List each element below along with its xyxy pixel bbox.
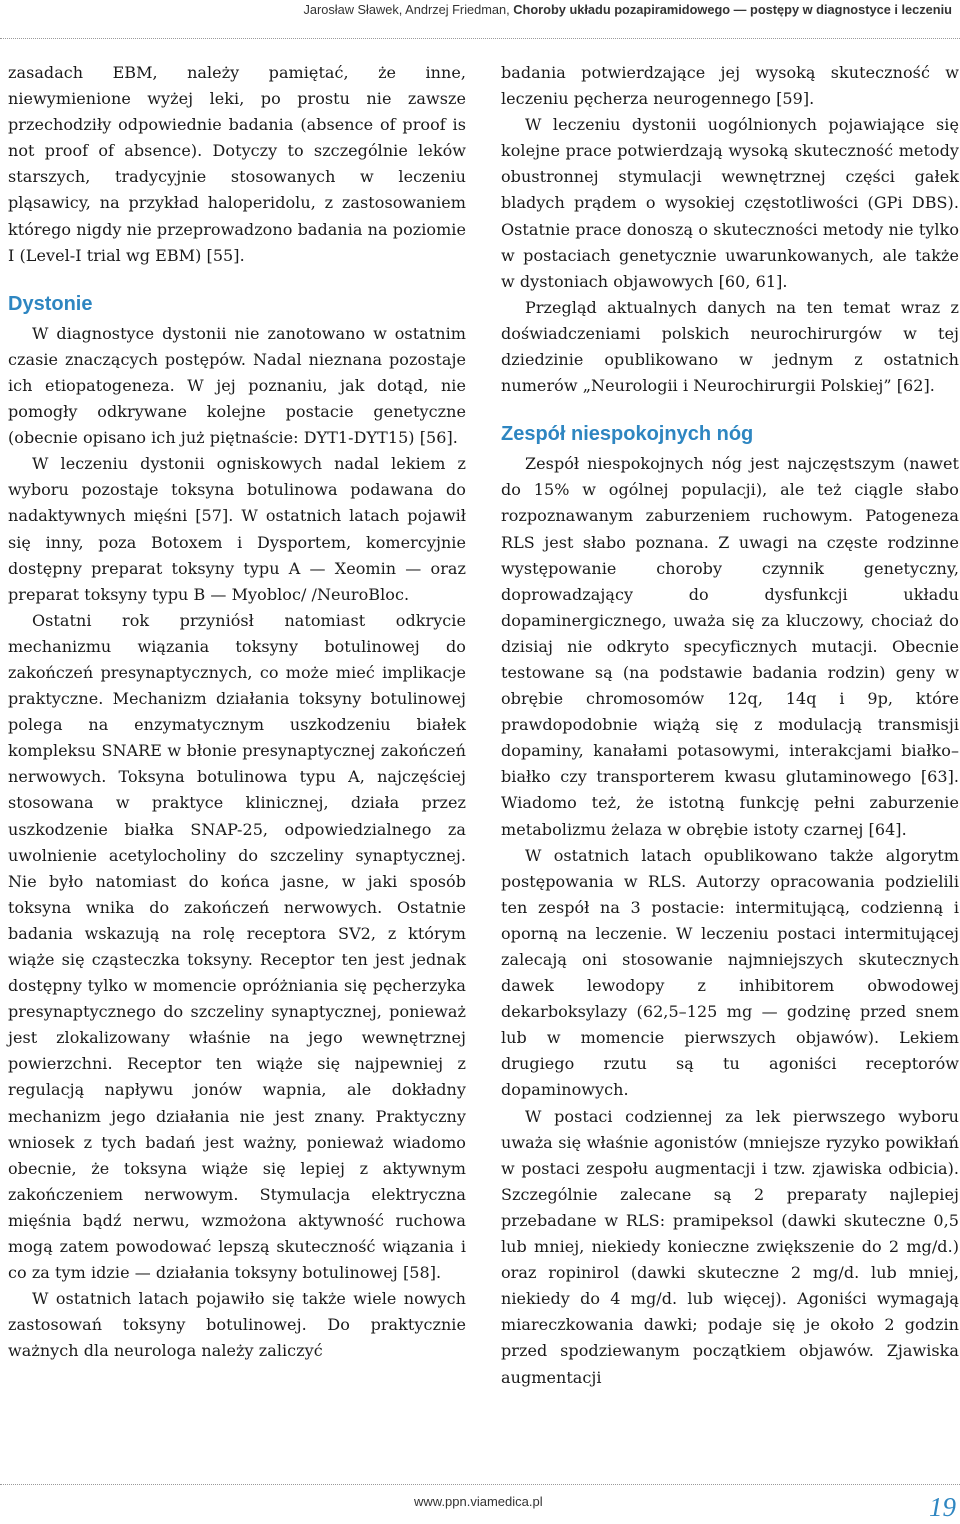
body-paragraph: zasadach EBM, należy pamiętać, że inne, niewymienione wyżej leki, po prostu nie zawsze przechodziły odpowiednie badania (absence of proof is not proof of absence). Dotyczy to szczególnie leków starszych, tradycyjnie stosowanych w leczeniu pląsawicy, na przykład haloperidolu, z zastosowaniem którego nigdy nie przeprowadzono badania na poziomie I (Level-I trial wg EBM) [55]. [8, 63, 466, 265]
body-paragraph: W leczeniu dystonii ogniskowych nadal lekiem z wyboru pozostaje toksyna botulinowa podawana do nadaktywnych mięśni [57]. W ostatnich latach pojawił się inny, poza Botoxem i Dysportem, komercyjnie dostępny preparat toksyny typu A — Xeomin — oraz preparat toksyny typu B — Myobloc/ /NeuroBloc. [8, 454, 466, 604]
left-column [8, 60, 466, 1365]
page-number: 19 [929, 1492, 956, 1522]
body-paragraph: W ostatnich latach opublikowano także algorytm postępowania w RLS. Autorzy opracowania podzielili ten zespół na 3 postacie: intermitującą, codzienną i oporną na leczenie. W leczeniu postaci intermitującej zalecają oni stosowanie najmniejszych skutecznych dawek lewodopy z inhibitorem obwodowej dekarboksylazy (62,5–125 mg — godzinę przed snem lub w momencie pierwszych objawów). Lekiem drugiego rzutu są tu agoniści receptorów dopaminowych. [501, 845, 959, 1100]
body-paragraph: W ostatnich latach pojawiło się także wiele nowych zastosowań toksyny botulinowej. Do praktycznie ważnych dla neurologa należy zaliczyć [8, 1289, 466, 1361]
running-head-title: Choroby układu pozapiramidowego — postępy w diagnostyce i leczeniu [513, 2, 952, 17]
body-paragraph: W leczeniu dystonii uogólnionych pojawiające się kolejne prace potwierdzają wysoką skuteczność metody obustronnej stymulacji wewnętrznej części gałek bladych prądem o wysokiej częstotliwości (GPi DBS). Ostatnie prace donoszą o skuteczności metody nie tylko w postaciach genetycznie uwarunkowanych, ale także w dystoniach objawowych [60, 61]. [501, 115, 959, 291]
body-paragraph: Ostatni rok przyniósł natomiast odkrycie mechanizmu wiązania toksyny botulinowej do zakończeń presynaptycznych, co może mieć implikacje praktyczne. Mechanizm działania toksyny botulinowej polega na enzymatycznym uszkodzeniu białek kompleksu SNARE w błonie presynaptycznej zakończeń nerwowych. Toksyna botulinowa typu A, najczęściej stosowana w praktyce klinicznej, działa przez uszkodzenie białka SNAP-25, odpowiedzialnego za uwolnienie acetylocholiny do szczeliny synaptycznej. Nie było natomiast do końca jasne, w jaki sposób toksyna wnika do zakończeń nerwowych. Ostatnie badania wskazują na rolę receptora SV2, z którym wiąże się cząsteczka toksyny. Receptor ten jest jednak dostępny tylko w momencie opróżniania się pęcherzyka presynaptycznego do szczeliny synaptycznej, ponieważ jest zlokalizowany właśnie na jego wewnętrznej powierzchni. Receptor ten wiąże się najpewniej z regulacją napływu jonów wapnia, ale dokładny mechanizm jego działania nie jest znany. Praktyczny wniosek z tych badań jest ważny, ponieważ wiadomo obecnie, że toksyna wiąże się lepiej z aktywnym zakończeniem nerwowym. Stymulacja elektryczna mięśnia bądź nerwu, wzmożona aktywność ruchowa mogą zatem powodować lepszą skuteczność wiązania i co za tym idzie — działania toksyny botulinowej [58]. [8, 610, 466, 1283]
body-paragraph: Przegląd aktualnych danych na ten temat wraz z doświadczeniami polskich neurochirurgów w tej dziedzinie opublikowano w jednym z ostatnich numerów „Neurologii i Neurochirurgii Polskiej” [62]. [501, 297, 959, 396]
section-heading-dystonie: Dystonie [8, 292, 93, 315]
footer-divider [0, 1484, 960, 1485]
right-column [501, 60, 959, 1391]
footer-url-link[interactable]: www.ppn.viamedica.pl [414, 1494, 543, 1509]
section-heading-rls: Zespół niespokojnych nóg [501, 423, 754, 446]
body-paragraph: W postaci codziennej za lek pierwszego wyboru uważa się właśnie agonistów (mniejsze ryzyko powikłań w postaci zespołu augmentacji i tzw. zjawiska odbicia). Szczególnie zalecane są 2 preparaty najlepiej przebadane w RLS: pramipeksol (dawki skuteczne 0,5 lub mniej, niekiedy konieczne zwiększenie do 2 mg/d.) oraz ropinirol (dawki skuteczne 2 mg/d. lub mniej, niekiedy do 4 mg/d. lub więcej). Agoniści wymagają miareczkowania dawki; podaje się je około 2 godzin przed spodziewanym początkiem objawów. Zjawiska augmentacji [501, 1106, 959, 1387]
running-head-authors: Jarosław Sławek, Andrzej Friedman, [303, 2, 514, 17]
body-paragraph: Zespół niespokojnych nóg jest najczęstszym (nawet do 15% w ogólnej populacji), ale też ciągle słabo rozpoznawanym zaburzeniem ruchowym. Patogeneza RLS jest słabo poznana. Z uwagi na częste rodzinne występowanie choroby czynnik genetyczny, doprowadzający do dysfunkcji układu dopaminergicznego, uważa się za kluczowy, chociaż do dzisiaj nie odkryto specyficznych mutacji. Obecnie testowane są (na podstawie badania rodzin) geny w obrębie chromosomów 12q, 14q i 9p, które prawdopodobnie wiążą się z modulacją transmisji dopaminy, kanałami potasowymi, interakcjami białko–białko czy transporterem kwasu glutaminowego [63]. Wiadomo też, że istotną funkcję pełni zaburzenie metabolizmu żelaza w obrębie istoty czarnej [64]. [501, 454, 959, 839]
header-divider [0, 38, 960, 39]
running-head [303, 0, 952, 20]
body-paragraph: badania potwierdzające jej wysoką skuteczność w leczeniu pęcherza neurogennego [59]. [501, 63, 959, 109]
body-paragraph: W diagnostyce dystonii nie zanotowano w ostatnim czasie znaczących postępów. Nadal nieznana pozostaje ich etiopatogeneza. W jej poznaniu, jak dotąd, nie pomogły odkrywane kolejne postacie genetyczne (obecnie opisano ich już piętnaście: DYT1-DYT15) [56]. [8, 323, 466, 448]
